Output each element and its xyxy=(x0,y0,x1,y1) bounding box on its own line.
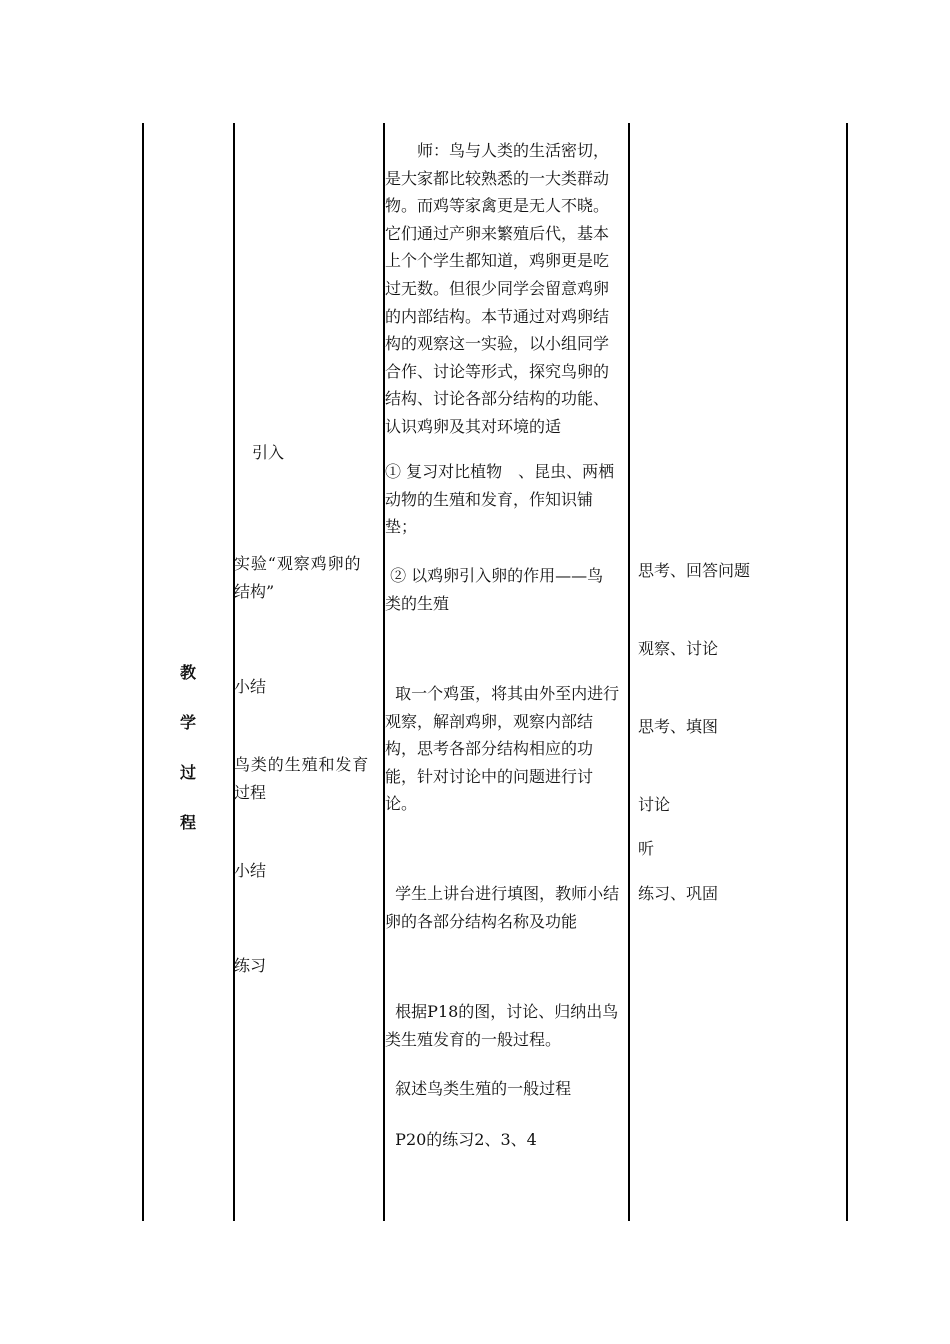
text-line: ① 复习对比植物 、昆虫、两栖 xyxy=(385,462,615,481)
text-line: 类生殖发育的一般过程。 xyxy=(385,1029,562,1049)
text-line: 师：鸟与人类的生活密切， xyxy=(385,141,610,160)
table-divider-teacher xyxy=(628,123,630,1221)
text-line: 上个个学生都知道，鸡卵更是吃 xyxy=(385,251,610,271)
teacher-observe-paragraph xyxy=(385,680,619,818)
text-line: 是大家都比较熟悉的一大类群动 xyxy=(385,168,610,188)
table-border-left xyxy=(142,123,144,1221)
teacher-p18-paragraph xyxy=(385,998,618,1053)
step-summary-2: 小结 xyxy=(234,861,267,880)
text-line: 的内部结构。本节通过对鸡卵结 xyxy=(385,306,610,326)
text-line: 根据P18的图，讨论、归纳出鸟 xyxy=(385,1002,619,1021)
text-line: 合作、讨论等形式，探究鸟卵的 xyxy=(385,361,610,381)
text-line: 论。 xyxy=(385,794,418,814)
student-observe-discuss: 观察、讨论 xyxy=(638,639,719,658)
text-line: 物。而鸡等家禽更是无人不晓。 xyxy=(385,196,610,216)
table-border-right xyxy=(846,123,848,1221)
text-line: 能，针对讨论中的问题进行讨 xyxy=(385,766,594,786)
text-line: 过无数。但很少同学会留意鸡卵 xyxy=(385,278,610,298)
text-line: 构的观察这一实验，以小组同学 xyxy=(385,334,610,354)
text-line: 它们通过产卵来繁殖后代，基本 xyxy=(385,223,610,243)
step-experiment-line2: 结构” xyxy=(234,582,275,601)
step-bird-line2: 过程 xyxy=(234,783,267,802)
text-line: 垫； xyxy=(385,517,418,537)
text-line: 类的生殖 xyxy=(385,593,450,613)
text-line: 结构、讨论各部分结构的功能、 xyxy=(385,389,610,409)
teacher-fill-paragraph xyxy=(385,880,619,935)
stage-char-4: 程 xyxy=(180,813,197,832)
step-bird-line1: 鸟类的生殖和发育 xyxy=(234,755,370,774)
step-intro: 引入 xyxy=(252,443,285,462)
text-line: ② 以鸡卵引入卵的作用——鸟 xyxy=(385,566,604,585)
text-line: 构，思考各部分结构相应的功 xyxy=(385,739,594,759)
step-summary-1: 小结 xyxy=(234,677,267,696)
student-think-answer: 思考、回答问题 xyxy=(638,561,751,580)
student-listen: 听 xyxy=(638,839,655,858)
student-think-fill: 思考、填图 xyxy=(638,717,719,736)
text-line: 卵的各部分结构名称及功能 xyxy=(385,911,578,931)
teacher-intro-paragraph xyxy=(385,137,609,441)
step-experiment-line1: 实验“观察鸡卵的 xyxy=(234,554,362,573)
teacher-review-paragraph xyxy=(385,458,614,541)
student-practice-consolidate: 练习、巩固 xyxy=(638,884,719,903)
table-divider-stage xyxy=(233,123,235,1221)
text-line: 观察，解剖鸡卵，观察内部结 xyxy=(385,711,594,731)
teacher-p20-exercise: P20的练习2、3、4 xyxy=(385,1130,537,1149)
teacher-egg-paragraph xyxy=(385,562,603,617)
text-line: 认识鸡卵及其对环境的适 xyxy=(385,416,562,436)
stage-char-1: 教 xyxy=(180,663,197,682)
step-practice: 练习 xyxy=(234,956,267,975)
teacher-narrate: 叙述鸟类生殖的一般过程 xyxy=(385,1079,572,1098)
stage-char-2: 学 xyxy=(180,713,197,732)
text-line: 学生上讲台进行填图，教师小结 xyxy=(385,884,620,903)
stage-char-3: 过 xyxy=(180,763,197,782)
text-line: 动物的生殖和发育，作知识铺 xyxy=(385,489,594,509)
student-discuss: 讨论 xyxy=(638,795,671,814)
text-line: 取一个鸡蛋，将其由外至内进行 xyxy=(385,684,620,703)
